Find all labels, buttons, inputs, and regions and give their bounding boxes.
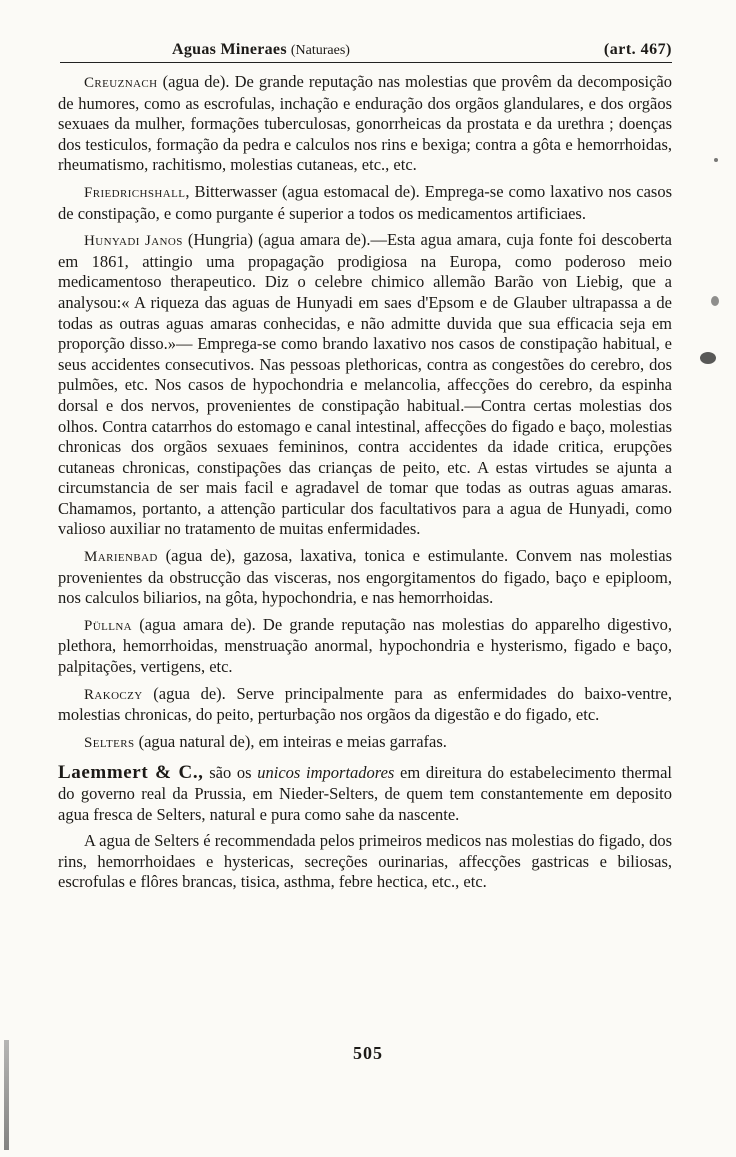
entry-text: (agua de). De grande reputação nas molestias que provêm da decomposição de humores, como as escrofulas, inchação e enduração dos orgãos glandulares, e dos orgãos sexuaes da mulher, formações tuberculosas, gonorrheicas da prostata e da urethra ; doenças dos testiculos, formação da pedra e calculos nos rins e bexiga; contra a gôta e hemorrhoidas, rheumatismo, rachitismo, molestias cutaneas, etc., etc. — [58, 72, 672, 175]
ink-blot-mark — [700, 352, 716, 364]
entry-text: (Hungria) (agua amara de).—Esta agua amara, cuja fonte foi descoberta em 1861, attingio uma propagação prodigiosa na Europa, como poderoso meio medicamentoso therapeutico. Diz o celebre chimico allemão Barão von Liebig, que a analysou:« A riqueza das aguas de Hunyadi em saes d'Epsom e de Glauber ultrapassa a de todas as outras aguas amaras conhecidas, e não admitte duvida que sua efficacia seja em proporção disso.»— Emprega-se como brando laxativo nos casos de constipação habitual, e seus accidentes consecutivos. Nas pessoas plethoricas, contra as congestões do cerebro, dos pulmões, etc. Nos casos de hypochondria e melancolia, affecções do cerebro, da espinha dorsal e dos nervos, provenientes de constipação habitual.—Contra certas molestias dos olhos. Contra catarrhos do estomago e canal intestinal, affecções do figado e baço, molestias chronicas dos orgãos sexuaes femininos, contra accidentes da idade critica, erupções cutaneas chronicas, constipações das crianças de peito, etc. A estas virtudes se ajunta a circumstancia de ser mais facil e agradavel de tomar que todas as outras aguas amaras. Chamamos, portanto, a attenção particular dos facultativos para a agua de Hunyadi, como valioso auxiliar no tratamento de muitas enfermidades. — [58, 230, 672, 539]
entry-marienbad — [58, 546, 672, 609]
entry-pullna — [58, 615, 672, 678]
page-edge-shadow — [4, 1040, 9, 1150]
entry-name: Püllna — [84, 617, 133, 634]
entry-rakoczy — [58, 684, 672, 726]
laemmert-name: Laemmert & C., — [58, 762, 204, 784]
laemmert-italic: unicos importadores — [257, 763, 395, 783]
header-title — [172, 40, 350, 61]
entry-name: Rakoczy — [84, 686, 143, 703]
page-number: 505 — [353, 1043, 383, 1063]
entry-creuznach — [58, 72, 672, 176]
entry-selters — [58, 732, 672, 754]
header-title-sub: (Naturaes) — [290, 43, 350, 58]
entry-name: Hunyadi Janos — [84, 233, 183, 250]
laemmert-pre: são os — [203, 763, 258, 783]
entry-text: , Bitterwasser (agua estomacal de). Emprega-se como laxativo nos casos de constipação, e como purgante é superior a todos os medicamentos artificiaes. — [58, 181, 672, 223]
entry-name: Marienbad — [84, 549, 158, 566]
entry-name: Friedrichshall — [84, 184, 186, 201]
laemmert-post: em direitura do estabelecimento thermal do governo real da Prussia, em Nieder-Selters, de quem tem constantemente em deposito agua fresca de Selters, natural e pura como sahe da nascente. — [58, 763, 672, 824]
laemmert-notice — [58, 763, 672, 825]
ink-blot-mark — [711, 296, 719, 306]
entry-friedrichshall — [58, 182, 672, 224]
body-text — [58, 72, 672, 899]
entry-text: (agua de). Serve principalmente para as enfermidades do baixo-ventre, molestias chronicas, do peito, perturbação nos orgãos da digestão e do figado, etc. — [58, 683, 672, 725]
ink-blot-mark — [714, 158, 718, 162]
running-header — [60, 38, 672, 63]
entry-text: (agua de), gazosa, laxativa, tonica e estimulante. Convem nas molestias provenientes da obstrucção das visceras, nos engorgitamentos do figado, baço e epiploom, nos calculos biliarios, na gôta, hypochondria, e nas hemorrhoidas. — [58, 546, 672, 608]
entry-name: Selters — [84, 734, 135, 751]
entry-hunyadi — [58, 230, 672, 540]
entry-text: (agua amara de). De grande reputação nas molestias do apparelho digestivo, plethora, hemorrhoidas, menstruação anormal, hypochondria e hysterismo, figado e baço, palpitações, vertigens, etc. — [58, 614, 672, 677]
closing-paragraph: A agua de Selters é recommendada pelos primeiros medicos nas molestias do figado, dos rins, hemorrhoidaes e hystericas, secreções ourinarias, affecções gastricas e biliosas, escrofulas e flôres brancas, tisica, asthma, febre hectica, etc., etc. — [58, 831, 672, 892]
article-number: (art. 467) — [603, 41, 672, 58]
entry-text: (agua natural de), em inteiras e meias garrafas. — [134, 731, 447, 751]
header-title-main: Aguas Mineraes — [172, 41, 287, 58]
entry-name: Creuznach — [84, 75, 158, 91]
